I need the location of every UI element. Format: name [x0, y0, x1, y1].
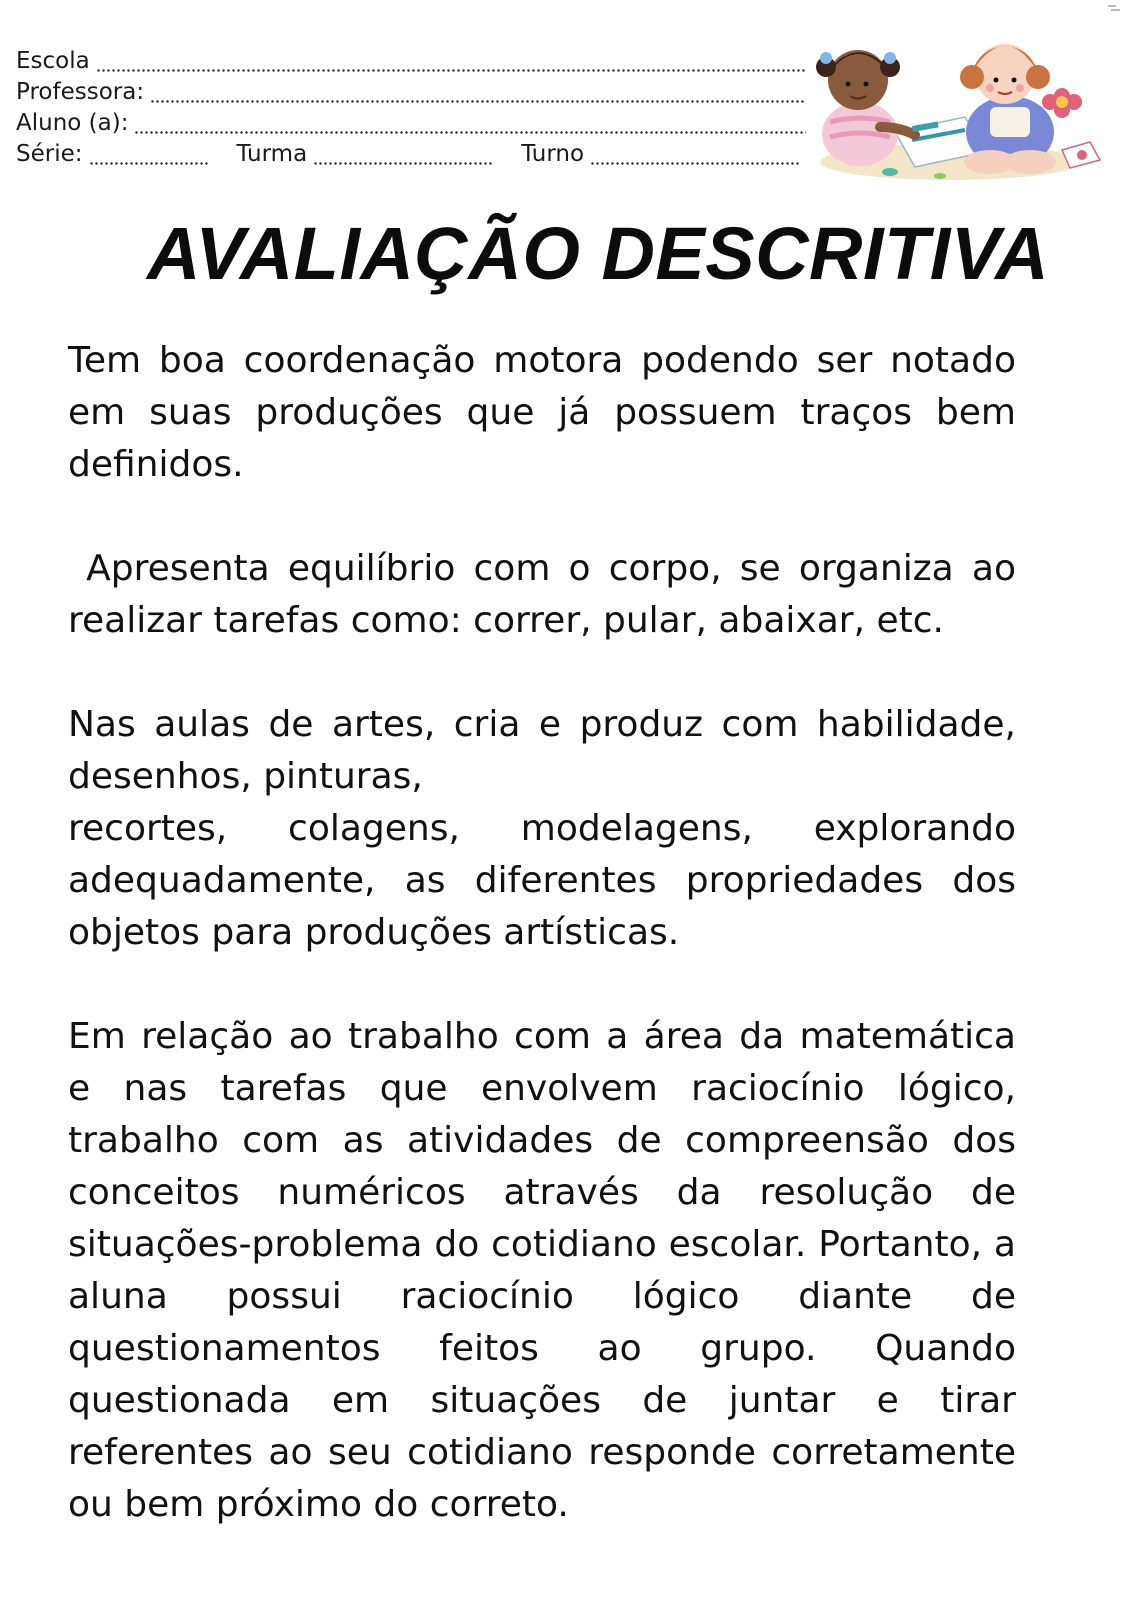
turma-blank — [313, 141, 493, 172]
turno-label: Turno — [521, 141, 585, 167]
student-info-form — [16, 48, 806, 172]
serie-blank — [89, 141, 209, 172]
serie-turma-turno-line — [16, 141, 806, 172]
escola-blank — [96, 48, 806, 79]
two-girls-drawing-clipart — [800, 22, 1115, 187]
paragraph-coordination: Tem boa coordenação motora podendo ser notado em suas produções que já possuem traços bem definidos. — [68, 340, 1016, 485]
paragraph-math: Em relação ao trabalho com a área da matemática e nas tarefas que envolvem raciocínio lógico, trabalho com as atividades de compreensão dos conceitos numéricos através da resolução de situações-problema do cotidiano escolar. Portanto, a aluna possui raciocínio lógico diante de questionamentos feitos ao grupo. Quando questionada em situações de juntar e tirar referentes ao seu cotidiano responde corretamente ou bem próximo do correto. — [68, 1016, 1016, 1525]
professora-label: Professora: — [16, 79, 145, 105]
professora-line — [16, 79, 806, 110]
paragraph-arts-intro: Nas aulas de artes, cria e produz com habilidade, desenhos, pinturas, — [68, 704, 1016, 797]
aluno-line — [16, 110, 806, 141]
corner-mark-icon — [1107, 4, 1121, 12]
professora-blank — [150, 79, 806, 110]
aluno-label: Aluno (a): — [16, 110, 129, 136]
aluno-blank — [134, 110, 806, 141]
paragraph-arts: recortes, colagens, modelagens, explorando adequadamente, as diferentes propriedades dos objetos para produções artísticas. — [68, 808, 1016, 953]
escola-label: Escola — [16, 48, 90, 74]
turma-label: Turma — [236, 141, 308, 167]
evaluation-text — [68, 335, 1028, 1531]
turno-blank — [590, 141, 800, 172]
serie-label: Série: — [16, 141, 83, 167]
paragraph-balance: Apresenta equilíbrio com o corpo, se organiza ao realizar tarefas como: correr, pular, abaixar, etc. — [68, 548, 1028, 641]
page-title: AVALIAÇÃO DESCRITIVA — [147, 212, 1050, 295]
escola-line — [16, 48, 806, 79]
